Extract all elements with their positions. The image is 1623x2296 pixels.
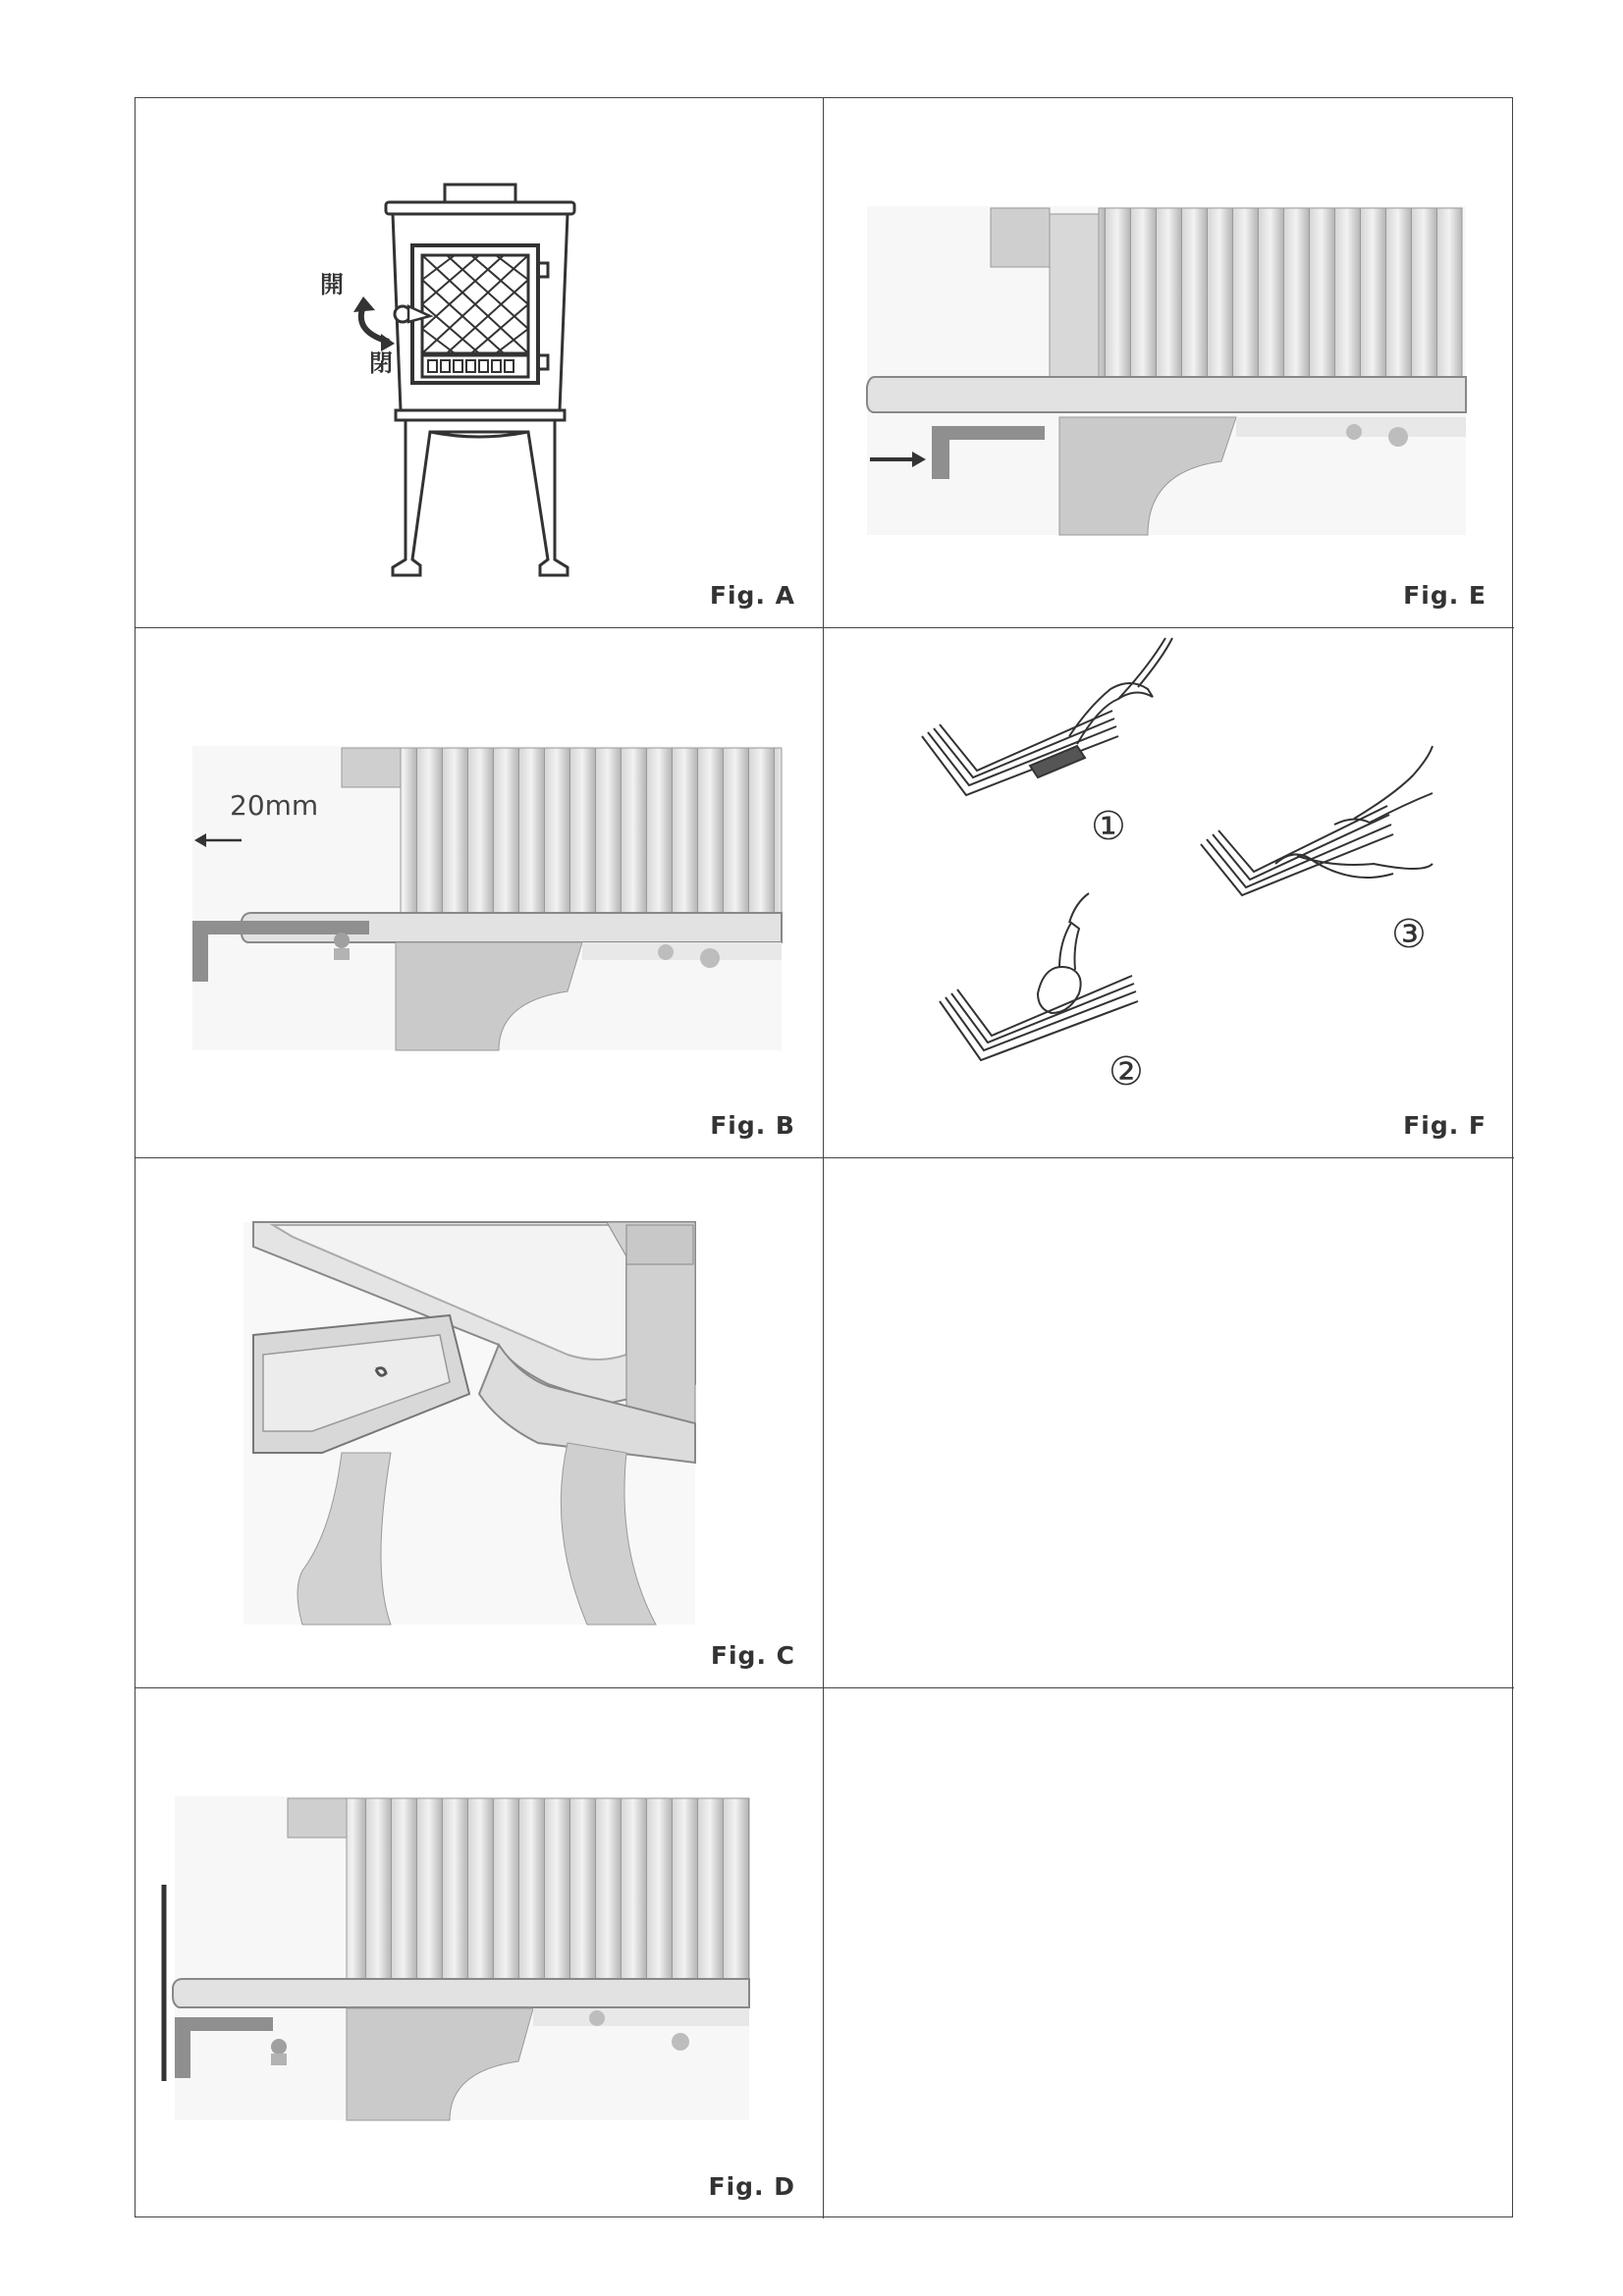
figure-c-panel xyxy=(135,1158,824,1688)
close-label: 閉 xyxy=(369,349,393,377)
stove-side-alignment-illustration xyxy=(135,1688,824,2218)
stove-side-offset-illustration xyxy=(135,628,824,1158)
step-1-label: ① xyxy=(1091,804,1126,849)
figure-grid xyxy=(135,97,1513,2217)
figure-c-caption: Fig. C xyxy=(710,1641,795,1670)
open-label: 開 xyxy=(320,271,344,298)
figure-e-panel xyxy=(824,98,1514,628)
distance-label: 20mm xyxy=(230,789,319,822)
figure-b-caption: Fig. B xyxy=(710,1111,795,1140)
stove-side-heatshield-illustration xyxy=(824,98,1514,628)
figure-d-panel xyxy=(135,1688,824,2218)
figure-b-panel xyxy=(135,628,824,1158)
figure-f-caption: Fig. F xyxy=(1403,1111,1487,1140)
stove-front-illustration xyxy=(135,98,824,628)
empty-panel-2 xyxy=(824,1688,1514,2218)
empty-panel-1 xyxy=(824,1158,1514,1688)
figure-a-caption: Fig. A xyxy=(709,581,795,610)
figure-a-panel xyxy=(135,98,824,628)
step-2-label: ② xyxy=(1109,1049,1144,1095)
heatshield-closeup-illustration xyxy=(135,1158,824,1688)
gasket-cleaning-illustration xyxy=(824,628,1514,1158)
figure-e-caption: Fig. E xyxy=(1403,581,1487,610)
figure-d-caption: Fig. D xyxy=(708,2172,795,2201)
step-3-label: ③ xyxy=(1391,912,1427,957)
figure-f-panel xyxy=(824,628,1514,1158)
